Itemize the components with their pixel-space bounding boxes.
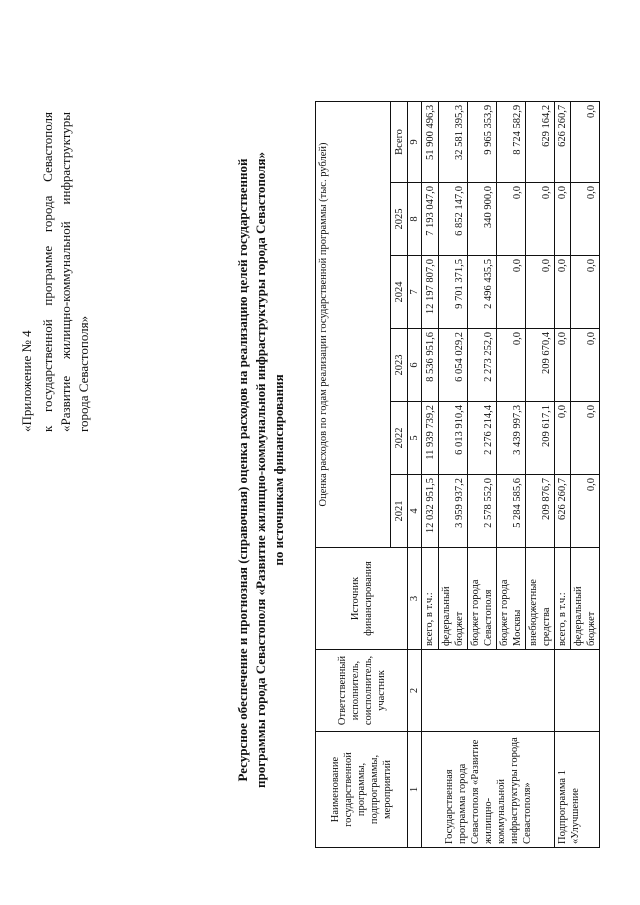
value-cell: 3 959 937,2 [439,475,468,548]
value-cell: 3 439 997,3 [497,402,526,475]
appendix-line-2: к государственной программе города Севастополя [40,112,55,432]
header-year-2024: 2024 [391,256,408,329]
value-cell: 0,0 [555,183,571,256]
value-cell: 0,0 [526,183,555,256]
source-cell: бюджет города Севастополя [468,548,497,650]
value-cell: 0,0 [555,329,571,402]
source-cell: федеральный бюджет [439,548,468,650]
resource-table [315,101,600,848]
table-index-row [408,101,422,847]
value-cell: 6 054 029,2 [439,329,468,402]
value-cell: 7 193 047,0 [422,183,439,256]
table-header-row [316,101,391,847]
table-row [422,101,439,847]
value-cell: 626 260,7 [555,475,571,548]
value-cell: 0,0 [497,183,526,256]
value-cell: 209 876,7 [526,475,555,548]
value-cell: 0,0 [571,101,600,182]
subprogram-name-line-1: Подпрограмма 1 [557,770,568,844]
source-cell: бюджет города Москвы [497,548,526,650]
value-cell: 11 939 739,2 [422,402,439,475]
header-total: Всего [391,101,408,182]
rotated-document [12,0,632,900]
value-cell: 9 965 353,9 [468,101,497,182]
header-year-2025: 2025 [391,183,408,256]
value-cell: 340 900,0 [468,183,497,256]
value-cell: 0,0 [555,402,571,475]
column-index: 4 [408,475,422,548]
value-cell: 209 617,1 [526,402,555,475]
value-cell: 32 581 395,3 [439,101,468,182]
document-heading [234,90,288,850]
subprogram-name [555,732,600,848]
appendix-line-4: города Севастополя» [76,315,91,432]
program-executor [422,650,555,732]
header-name: Наименование государственной программы, подпрограммы, мероприятий [316,732,408,848]
value-cell: 626 260,7 [555,101,571,182]
header-source: Источник финансирования [316,548,408,650]
appendix-title: «Приложение № 4 [19,330,34,432]
appendix-line-3: «Развитие жилищно-коммунальной инфраструктуры [58,112,73,432]
value-cell: 8 536 951,6 [422,329,439,402]
value-cell: 0,0 [555,256,571,329]
source-cell: внебюджетные средства [526,548,555,650]
column-index: 5 [408,402,422,475]
value-cell: 0,0 [526,256,555,329]
header-executor: Ответственный исполнитель, соисполнитель, участник [316,650,408,732]
value-cell: 5 284 585,6 [497,475,526,548]
subprogram-name-line-2: «Улучшение [570,788,581,844]
column-index: 9 [408,101,422,182]
value-cell: 2 578 552,0 [468,475,497,548]
column-index: 7 [408,256,422,329]
source-cell: всего, в т.ч.: [422,548,439,650]
value-cell: 0,0 [571,475,600,548]
value-cell: 0,0 [571,402,600,475]
value-cell: 2 496 435,5 [468,256,497,329]
header-year-2023: 2023 [391,329,408,402]
table-row [555,101,571,847]
column-index: 2 [408,650,422,732]
value-cell: 6 013 910,4 [439,402,468,475]
appendix-block [12,110,92,900]
column-index: 3 [408,548,422,650]
column-index: 6 [408,329,422,402]
value-cell: 0,0 [571,183,600,256]
value-cell: 51 900 496,3 [422,101,439,182]
heading-line-2: программы города Севастополя «Развитие жилищно-коммунальной инфраструктуры города Севастополя» [253,152,268,788]
value-cell: 2 273 252,0 [468,329,497,402]
heading-line-1: Ресурсное обеспечение и прогнозная (справочная) оценка расходов на реализацию целей государственной [235,158,250,782]
heading-line-3: по источникам финансирования [271,374,286,566]
header-year-2021: 2021 [391,475,408,548]
value-cell: 0,0 [497,329,526,402]
header-estimate: Оценка расходов по годам реализации государственной программы (тыс. рублей) [316,101,391,547]
subprogram-executor [555,650,600,732]
value-cell: 0,0 [571,329,600,402]
value-cell: 6 852 147,0 [439,183,468,256]
value-cell: 12 197 807,0 [422,256,439,329]
value-cell: 2 276 214,4 [468,402,497,475]
column-index: 1 [408,732,422,848]
value-cell: 209 670,4 [526,329,555,402]
value-cell: 8 724 582,9 [497,101,526,182]
source-cell: всего, в т.ч.: [555,548,571,650]
value-cell: 629 164,2 [526,101,555,182]
value-cell: 9 701 371,5 [439,256,468,329]
value-cell: 0,0 [571,256,600,329]
header-year-2022: 2022 [391,402,408,475]
value-cell: 12 032 951,5 [422,475,439,548]
source-cell: федеральный бюджет [571,548,600,650]
value-cell: 0,0 [497,256,526,329]
program-name: Государственная программа города Севастополя «Развитие жилищно-коммунальной инфраструктуры города Севастополя» [422,732,555,848]
column-index: 8 [408,183,422,256]
